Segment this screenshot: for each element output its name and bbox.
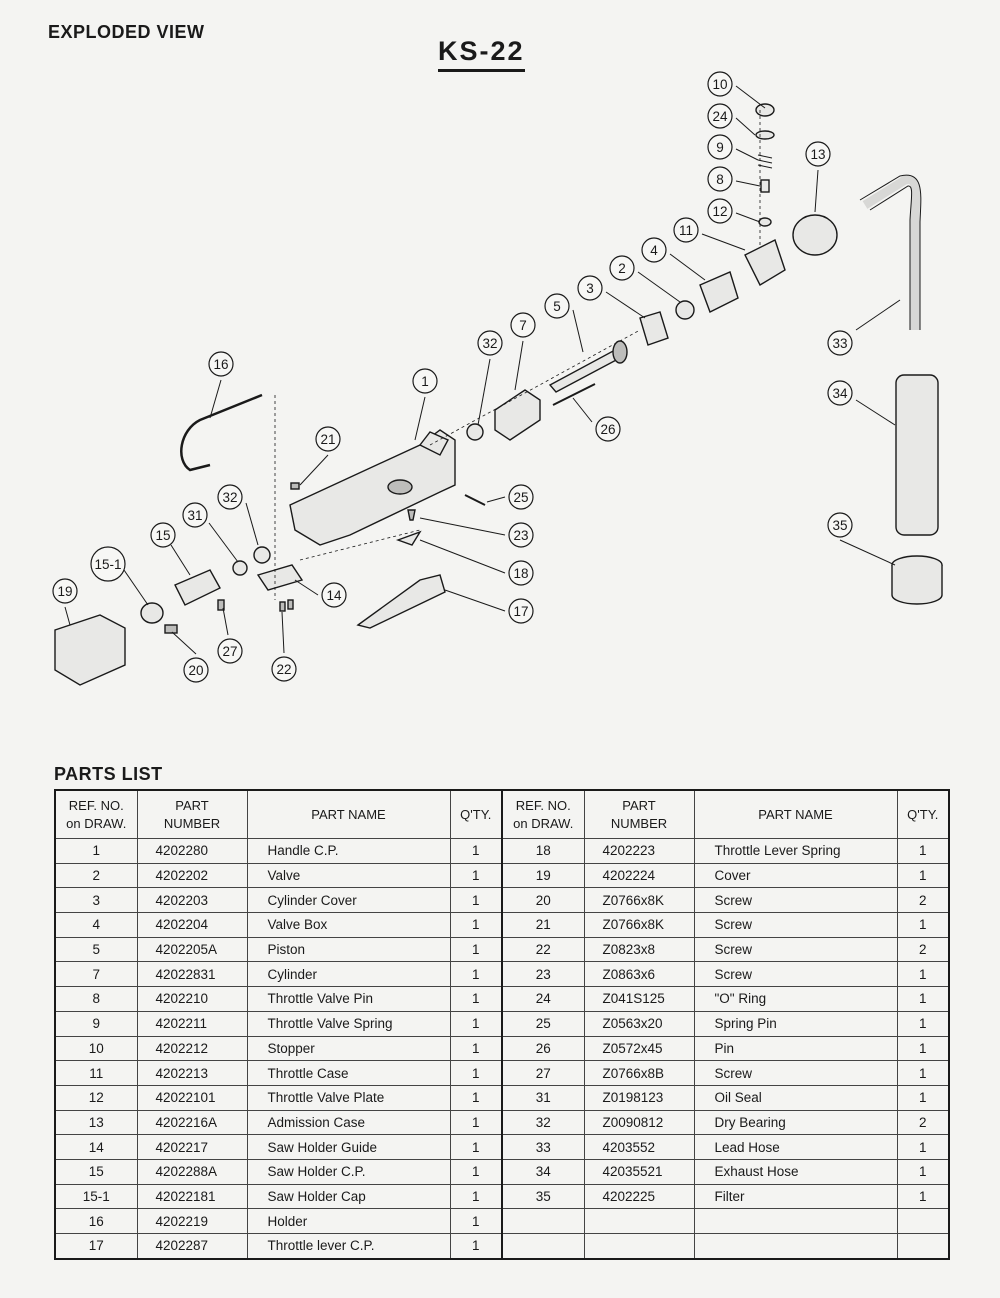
part-name-cell: Oil Seal bbox=[694, 1085, 897, 1110]
part-number-cell: Z0766x8K bbox=[584, 913, 694, 938]
qty-cell: 1 bbox=[450, 937, 502, 962]
part-name-cell: Screw bbox=[694, 962, 897, 987]
qty-cell: 1 bbox=[897, 863, 949, 888]
qty-cell: 1 bbox=[450, 839, 502, 864]
callout-label: 13 bbox=[810, 147, 826, 162]
ref-cell: 32 bbox=[502, 1110, 584, 1135]
part-name-cell: Throttle Lever Spring bbox=[694, 839, 897, 864]
parts-list-title: PARTS LIST bbox=[54, 764, 163, 784]
leader-line bbox=[856, 300, 900, 330]
part-number-header: PART NUMBER bbox=[584, 790, 694, 839]
callout-label: 5 bbox=[553, 299, 561, 314]
callout-label: 26 bbox=[600, 422, 616, 437]
qty-cell: 1 bbox=[897, 839, 949, 864]
leader-line bbox=[295, 580, 318, 595]
part-number-cell: Z0863x6 bbox=[584, 962, 694, 987]
qty-cell: 1 bbox=[897, 962, 949, 987]
leader-line bbox=[515, 341, 523, 390]
part-name-cell: Stopper bbox=[247, 1036, 450, 1061]
leader-line bbox=[420, 540, 505, 573]
ref-cell: 10 bbox=[55, 1036, 137, 1061]
table-row bbox=[55, 1085, 949, 1110]
callout-label: 32 bbox=[222, 490, 238, 505]
part-number-cell: Z0572x45 bbox=[584, 1036, 694, 1061]
part-number-cell: Z0766x8K bbox=[584, 888, 694, 913]
part-name-cell: Filter bbox=[694, 1184, 897, 1209]
part-number-cell: 4202224 bbox=[584, 863, 694, 888]
ref-cell: 1 bbox=[55, 839, 137, 864]
leader-line bbox=[420, 518, 505, 535]
part-number-cell: 4202287 bbox=[137, 1234, 247, 1259]
callout-label: 10 bbox=[712, 77, 728, 92]
callout-label: 7 bbox=[519, 318, 527, 333]
part-name-cell: Throttle Valve Pin bbox=[247, 987, 450, 1012]
callout-label: 12 bbox=[712, 204, 728, 219]
part-name-cell: Saw Holder Cap bbox=[247, 1184, 450, 1209]
table-row bbox=[55, 1184, 949, 1209]
part-number-cell: 4202219 bbox=[137, 1209, 247, 1234]
leader-line bbox=[573, 310, 583, 352]
ref-cell: 34 bbox=[502, 1159, 584, 1184]
part-number-cell: 4202280 bbox=[137, 839, 247, 864]
part-number-cell: Z0090812 bbox=[584, 1110, 694, 1135]
callout-label: 4 bbox=[650, 243, 658, 258]
part-number-cell: 4202217 bbox=[137, 1135, 247, 1160]
leader-line bbox=[246, 503, 258, 545]
ref-cell bbox=[502, 1234, 584, 1259]
qty-cell: 1 bbox=[450, 1085, 502, 1110]
part-number-cell: 4202205A bbox=[137, 937, 247, 962]
part-number-cell: 4202212 bbox=[137, 1036, 247, 1061]
ref-cell: 15 bbox=[55, 1159, 137, 1184]
leader-line bbox=[856, 400, 895, 425]
qty-cell: 1 bbox=[897, 913, 949, 938]
ref-cell: 23 bbox=[502, 962, 584, 987]
part-name-cell: "O" Ring bbox=[694, 987, 897, 1012]
ref-cell: 35 bbox=[502, 1184, 584, 1209]
model-title: KS-22 bbox=[438, 36, 525, 72]
leader-line bbox=[736, 181, 760, 186]
table-row bbox=[55, 1159, 949, 1184]
leader-line bbox=[65, 607, 70, 625]
qty-cell: 1 bbox=[450, 1011, 502, 1036]
ref-cell: 26 bbox=[502, 1036, 584, 1061]
exploded-view-title: EXPLODED VIEW bbox=[48, 22, 205, 42]
part-number-cell: 4203552 bbox=[584, 1135, 694, 1160]
qty-cell: 2 bbox=[897, 937, 949, 962]
part-number-cell: 4202204 bbox=[137, 913, 247, 938]
part-number-cell: Z0198123 bbox=[584, 1085, 694, 1110]
part-name-cell: Throttle Case bbox=[247, 1061, 450, 1086]
part-number-cell: 4202211 bbox=[137, 1011, 247, 1036]
qty-cell bbox=[897, 1209, 949, 1234]
leader-line bbox=[736, 149, 758, 160]
table-row bbox=[55, 937, 949, 962]
leader-line bbox=[300, 455, 328, 485]
part-number-cell: 4202210 bbox=[137, 987, 247, 1012]
qty-cell: 1 bbox=[897, 1061, 949, 1086]
part-name-cell: Holder bbox=[247, 1209, 450, 1234]
part-name-header: PART NAME bbox=[694, 790, 897, 839]
leader-line bbox=[415, 397, 425, 440]
part-name-cell: Throttle Valve Spring bbox=[247, 1011, 450, 1036]
leader-line bbox=[670, 254, 705, 280]
table-row bbox=[55, 913, 949, 938]
leader-line bbox=[736, 118, 755, 135]
ref-cell: 2 bbox=[55, 863, 137, 888]
leader-line bbox=[223, 608, 228, 635]
part-name-cell: Screw bbox=[694, 888, 897, 913]
callout-label: 33 bbox=[832, 336, 848, 351]
ref-cell: 13 bbox=[55, 1110, 137, 1135]
table-row bbox=[55, 1135, 949, 1160]
part-name-cell: Cover bbox=[694, 863, 897, 888]
ref-cell: 9 bbox=[55, 1011, 137, 1036]
ref-cell: 18 bbox=[502, 839, 584, 864]
ref-cell: 27 bbox=[502, 1061, 584, 1086]
qty-cell: 1 bbox=[450, 863, 502, 888]
ref-cell: 15-1 bbox=[55, 1184, 137, 1209]
qty-cell: 1 bbox=[450, 888, 502, 913]
leader-line bbox=[209, 523, 238, 562]
qty-cell: 1 bbox=[450, 1209, 502, 1234]
callout-label: 35 bbox=[832, 518, 848, 533]
part-name-cell: Throttle Valve Plate bbox=[247, 1085, 450, 1110]
callout-label: 19 bbox=[57, 584, 73, 599]
qty-cell: 1 bbox=[450, 1135, 502, 1160]
ref-cell: 20 bbox=[502, 888, 584, 913]
qty-cell bbox=[897, 1234, 949, 1259]
qty-cell: 1 bbox=[897, 1135, 949, 1160]
leader-line bbox=[445, 590, 505, 611]
ref-cell: 24 bbox=[502, 987, 584, 1012]
ref-cell: 11 bbox=[55, 1061, 137, 1086]
callout-label: 31 bbox=[187, 508, 203, 523]
qty-cell: 1 bbox=[450, 1110, 502, 1135]
parts-table bbox=[54, 789, 950, 1260]
part-name-cell: Valve bbox=[247, 863, 450, 888]
qty-header: Q'TY. bbox=[450, 790, 502, 839]
part-name-cell: Saw Holder C.P. bbox=[247, 1159, 450, 1184]
callout-label: 25 bbox=[513, 490, 529, 505]
callout-label: 15 bbox=[155, 528, 171, 543]
table-row bbox=[55, 1234, 949, 1259]
leader-line bbox=[702, 234, 745, 250]
ref-cell: 12 bbox=[55, 1085, 137, 1110]
ref-header: REF. NO. on DRAW. bbox=[502, 790, 584, 839]
table-row bbox=[55, 1110, 949, 1135]
part-number-cell: 42022101 bbox=[137, 1085, 247, 1110]
part-name-cell: Pin bbox=[694, 1036, 897, 1061]
part-number-cell: 4202223 bbox=[584, 839, 694, 864]
part-number-cell: 4202203 bbox=[137, 888, 247, 913]
part-name-cell: Cylinder bbox=[247, 962, 450, 987]
qty-cell: 2 bbox=[897, 888, 949, 913]
table-row bbox=[55, 839, 949, 864]
part-number-cell: Z041S125 bbox=[584, 987, 694, 1012]
callout-label: 32 bbox=[482, 336, 498, 351]
table-row bbox=[55, 1011, 949, 1036]
leader-line bbox=[736, 213, 760, 222]
part-name-cell: Dry Bearing bbox=[694, 1110, 897, 1135]
part-name-cell: Screw bbox=[694, 1061, 897, 1086]
table-row bbox=[55, 1061, 949, 1086]
leader-line bbox=[573, 398, 592, 422]
part-number-cell: Z0563x20 bbox=[584, 1011, 694, 1036]
leader-line bbox=[171, 545, 190, 575]
callout-label: 22 bbox=[276, 662, 292, 677]
ref-cell: 19 bbox=[502, 863, 584, 888]
qty-cell: 1 bbox=[450, 1184, 502, 1209]
callout-label: 11 bbox=[678, 223, 694, 238]
qty-cell: 1 bbox=[897, 1184, 949, 1209]
part-name-cell: Saw Holder Guide bbox=[247, 1135, 450, 1160]
ref-header: REF. NO. on DRAW. bbox=[55, 790, 137, 839]
table-row bbox=[55, 888, 949, 913]
qty-cell: 1 bbox=[450, 1036, 502, 1061]
part-name-cell: Throttle lever C.P. bbox=[247, 1234, 450, 1259]
qty-cell: 1 bbox=[450, 987, 502, 1012]
qty-cell: 2 bbox=[897, 1110, 949, 1135]
ref-cell: 5 bbox=[55, 937, 137, 962]
part-name-cell: Cylinder Cover bbox=[247, 888, 450, 913]
part-number-cell: 42022831 bbox=[137, 962, 247, 987]
qty-header: Q'TY. bbox=[897, 790, 949, 839]
ref-cell: 21 bbox=[502, 913, 584, 938]
table-row bbox=[55, 962, 949, 987]
leader-line bbox=[840, 540, 895, 565]
callout-label: 3 bbox=[586, 281, 594, 296]
qty-cell: 1 bbox=[450, 1159, 502, 1184]
parts-illustration bbox=[55, 104, 942, 685]
part-name-cell: Spring Pin bbox=[694, 1011, 897, 1036]
callout-label: 1 bbox=[421, 374, 429, 389]
part-number-cell: 42022181 bbox=[137, 1184, 247, 1209]
part-number-cell: 4202225 bbox=[584, 1184, 694, 1209]
part-number-cell: 4202288A bbox=[137, 1159, 247, 1184]
part-name-cell: Screw bbox=[694, 913, 897, 938]
callout-label: 15-1 bbox=[94, 557, 122, 572]
part-number-cell: 4202216A bbox=[137, 1110, 247, 1135]
part-number-cell bbox=[584, 1209, 694, 1234]
exploded-view-diagram bbox=[0, 60, 1000, 700]
ref-cell: 3 bbox=[55, 888, 137, 913]
leader-line bbox=[736, 86, 765, 108]
table-row bbox=[55, 1036, 949, 1061]
callout-label: 17 bbox=[513, 604, 529, 619]
callout-label: 24 bbox=[712, 109, 728, 124]
part-name-cell: Exhaust Hose bbox=[694, 1159, 897, 1184]
ref-cell: 22 bbox=[502, 937, 584, 962]
part-number-cell: Z0823x8 bbox=[584, 937, 694, 962]
part-name-cell: Handle C.P. bbox=[247, 839, 450, 864]
qty-cell: 1 bbox=[450, 913, 502, 938]
part-name-cell: Screw bbox=[694, 937, 897, 962]
leader-line bbox=[606, 292, 645, 318]
part-number-cell: 4202213 bbox=[137, 1061, 247, 1086]
part-name-cell: Piston bbox=[247, 937, 450, 962]
part-name-cell: Lead Hose bbox=[694, 1135, 897, 1160]
ref-cell: 33 bbox=[502, 1135, 584, 1160]
part-number-cell: 42035521 bbox=[584, 1159, 694, 1184]
qty-cell: 1 bbox=[450, 962, 502, 987]
ref-cell: 25 bbox=[502, 1011, 584, 1036]
leader-line bbox=[124, 570, 148, 605]
table-row bbox=[55, 1209, 949, 1234]
part-number-cell bbox=[584, 1234, 694, 1259]
callout-label: 23 bbox=[513, 528, 529, 543]
leader-line bbox=[282, 612, 284, 653]
ref-cell: 8 bbox=[55, 987, 137, 1012]
part-name-cell: Admission Case bbox=[247, 1110, 450, 1135]
callout-label: 9 bbox=[716, 140, 724, 155]
callout-label: 20 bbox=[188, 663, 204, 678]
callout-label: 14 bbox=[326, 588, 342, 603]
part-number-header: PART NUMBER bbox=[137, 790, 247, 839]
ref-cell bbox=[502, 1209, 584, 1234]
part-name-header: PART NAME bbox=[247, 790, 450, 839]
callout-label: 34 bbox=[832, 386, 848, 401]
table-row bbox=[55, 987, 949, 1012]
part-number-cell: 4202202 bbox=[137, 863, 247, 888]
table-row bbox=[55, 863, 949, 888]
qty-cell: 1 bbox=[897, 987, 949, 1012]
callout-label: 16 bbox=[213, 357, 229, 372]
part-name-cell bbox=[694, 1209, 897, 1234]
leader-line bbox=[638, 272, 680, 302]
qty-cell: 1 bbox=[897, 1085, 949, 1110]
part-name-cell bbox=[694, 1234, 897, 1259]
qty-cell: 1 bbox=[897, 1011, 949, 1036]
table-header-row bbox=[55, 790, 949, 839]
callout-label: 8 bbox=[716, 172, 724, 187]
ref-cell: 4 bbox=[55, 913, 137, 938]
ref-cell: 16 bbox=[55, 1209, 137, 1234]
leader-line bbox=[487, 497, 505, 502]
ref-cell: 17 bbox=[55, 1234, 137, 1259]
part-number-cell: Z0766x8B bbox=[584, 1061, 694, 1086]
callout-label: 27 bbox=[222, 644, 238, 659]
ref-cell: 14 bbox=[55, 1135, 137, 1160]
callout-label: 21 bbox=[320, 432, 336, 447]
ref-cell: 7 bbox=[55, 962, 137, 987]
qty-cell: 1 bbox=[897, 1036, 949, 1061]
leader-line bbox=[172, 632, 196, 654]
callout-label: 18 bbox=[513, 566, 529, 581]
qty-cell: 1 bbox=[450, 1061, 502, 1086]
part-name-cell: Valve Box bbox=[247, 913, 450, 938]
ref-cell: 31 bbox=[502, 1085, 584, 1110]
qty-cell: 1 bbox=[450, 1234, 502, 1259]
callout-label: 2 bbox=[618, 261, 626, 276]
qty-cell: 1 bbox=[897, 1159, 949, 1184]
leader-line bbox=[815, 170, 818, 212]
